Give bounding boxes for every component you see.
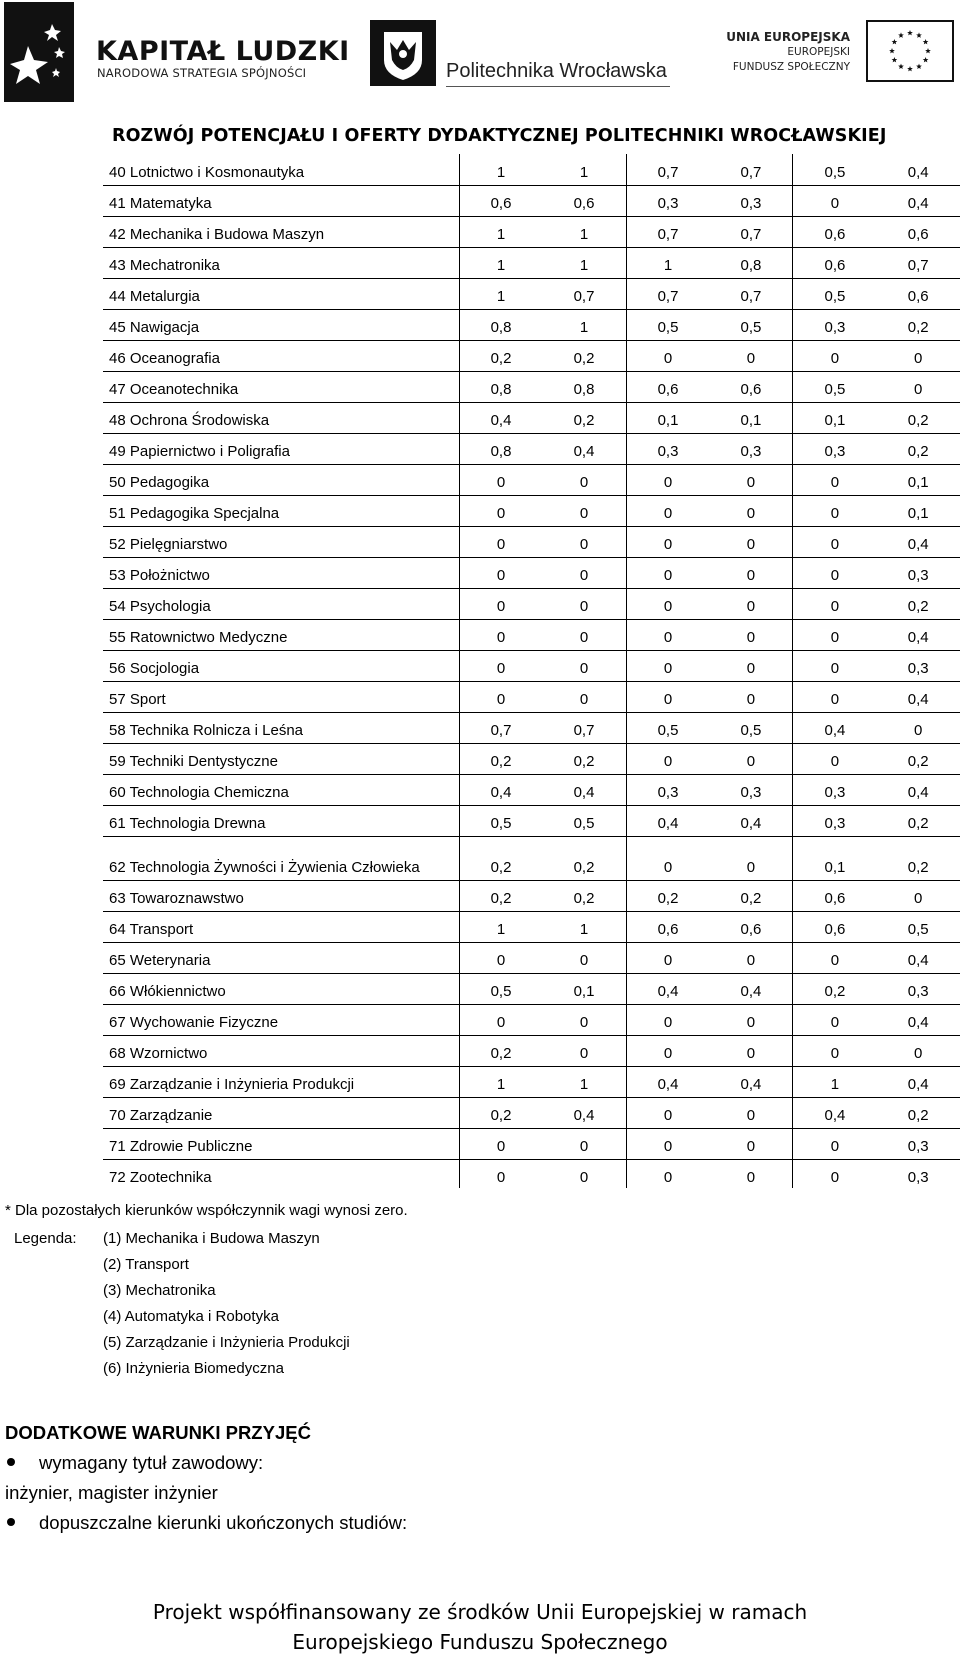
weight-cell: 0,5 (793, 278, 876, 309)
table-row (103, 942, 960, 973)
field-name-cell: 45 Nawigacja (103, 309, 459, 340)
table-row (103, 973, 960, 1004)
weight-cell: 0,6 (709, 371, 792, 402)
field-name-cell: 51 Pedagogika Specjalna (103, 495, 459, 526)
weight-cell: 0,3 (876, 1128, 960, 1159)
weight-cell: 0 (626, 464, 709, 495)
table-row (103, 309, 960, 340)
weight-cell: 0 (709, 526, 792, 557)
weight-cell: 0,2 (876, 1097, 960, 1128)
weight-cell: 0,3 (876, 973, 960, 1004)
weight-cell: 0 (876, 712, 960, 743)
weight-cell: 0,2 (876, 836, 960, 880)
university-crest-icon (370, 20, 436, 86)
bullet-text: dopuszczalne kierunki ukończonych studiów: (39, 1512, 408, 1533)
weight-cell: 0 (793, 1128, 876, 1159)
weight-cell: 0,3 (626, 433, 709, 464)
weight-cell: 0,4 (459, 402, 542, 433)
weight-cell: 0,2 (543, 836, 626, 880)
weight-cell: 0,3 (793, 309, 876, 340)
weight-cell: 0,3 (876, 557, 960, 588)
table-row (103, 340, 960, 371)
weight-cell: 0,3 (793, 805, 876, 836)
weight-cell: 0,7 (626, 216, 709, 247)
weight-cell: 0,1 (793, 836, 876, 880)
weight-cell: 0,2 (459, 340, 542, 371)
weight-cell: 0 (626, 526, 709, 557)
field-name-cell: 40 Lotnictwo i Kosmonautyka (109, 163, 305, 181)
weight-cell: 0 (709, 681, 792, 712)
table-row (103, 557, 960, 588)
university-name: Politechnika Wrocławska (446, 60, 667, 82)
weight-cell: 0,2 (626, 880, 709, 911)
weight-cell: 0 (459, 526, 542, 557)
weight-cell: 0 (709, 650, 792, 681)
table-row (103, 371, 960, 402)
weight-cell: 0,1 (709, 402, 792, 433)
weight-cell: 0,6 (709, 911, 792, 942)
weight-cell: 0 (459, 464, 542, 495)
field-name-cell: 59 Techniki Dentystyczne (103, 743, 459, 774)
weight-cell: 0 (793, 526, 876, 557)
field-name-cell: 64 Transport (103, 911, 459, 942)
weight-cell: 0,8 (459, 433, 542, 464)
bullet-icon (7, 1458, 15, 1466)
eu-text (700, 30, 850, 75)
field-name-cell: 57 Sport (103, 681, 459, 712)
weight-cell: 0,4 (543, 1097, 626, 1128)
weight-cell: 0,3 (709, 774, 792, 805)
weight-cell: 0,4 (876, 526, 960, 557)
weight-cell: 1 (543, 216, 626, 247)
weight-cell: 0,1 (876, 464, 960, 495)
degree-line: inżynier, magister inżynier (5, 1482, 218, 1503)
table-row (103, 911, 960, 942)
weight-cell: 0 (793, 743, 876, 774)
weight-cell: 0,2 (876, 588, 960, 619)
weight-cell: 0,3 (876, 1159, 960, 1188)
weight-cell: 0,4 (459, 774, 542, 805)
field-name-cell: 61 Technologia Drewna (103, 805, 459, 836)
table-row (103, 836, 960, 880)
weight-cell: 1 (579, 163, 589, 181)
weight-cell: 0,4 (709, 973, 792, 1004)
table-row (103, 526, 960, 557)
table-row (103, 880, 960, 911)
weight-cell: 0 (459, 650, 542, 681)
table-row (103, 774, 960, 805)
weight-cell: 1 (459, 247, 542, 278)
weight-cell: 0,6 (793, 247, 876, 278)
table-row (103, 1097, 960, 1128)
weight-cell: 0 (876, 1035, 960, 1066)
weight-cell: 0 (459, 588, 542, 619)
weight-cell: 0,2 (876, 402, 960, 433)
weight-cell: 1 (793, 1066, 876, 1097)
weight-cell: 0,4 (876, 942, 960, 973)
weight-cell: 0 (709, 495, 792, 526)
weight-cell: 0,5 (709, 712, 792, 743)
weight-cell: 0,5 (709, 309, 792, 340)
weight-cell: 0,2 (876, 743, 960, 774)
bullet-item (5, 1452, 263, 1474)
weight-cell: 0 (793, 650, 876, 681)
weight-cell: 0,6 (876, 278, 960, 309)
weight-cell: 0 (543, 1128, 626, 1159)
bullet-item (5, 1512, 407, 1534)
table-row (103, 1128, 960, 1159)
weight-cell: 0,8 (543, 371, 626, 402)
weight-cell: 0,3 (626, 185, 709, 216)
legend-item: (3) Mechatronika (103, 1282, 216, 1299)
weight-cell: 0,8 (459, 309, 542, 340)
field-name-cell: 58 Technika Rolnicza i Leśna (103, 712, 459, 743)
legend-item: (6) Inżynieria Biomedyczna (103, 1360, 284, 1377)
weight-cell: 0,2 (876, 805, 960, 836)
weight-cell: 0,7 (709, 216, 792, 247)
weight-cell: 0 (709, 1097, 792, 1128)
weight-cell: 1 (459, 278, 542, 309)
weight-cell: 1 (543, 247, 626, 278)
weight-cell: 0 (793, 495, 876, 526)
weight-cell: 0 (626, 619, 709, 650)
weight-cell: 0 (543, 650, 626, 681)
table-row (103, 712, 960, 743)
field-name-cell: 44 Metalurgia (103, 278, 459, 309)
weight-cell: 0 (793, 1159, 876, 1188)
weight-cell: 0,1 (543, 973, 626, 1004)
field-name-cell: 50 Pedagogika (103, 464, 459, 495)
weight-cell: 0 (543, 588, 626, 619)
table-row (103, 1066, 960, 1097)
table-row (103, 805, 960, 836)
field-name-cell: 43 Mechatronika (103, 247, 459, 278)
weight-cell: 0,4 (876, 1004, 960, 1035)
weight-cell: 0 (709, 743, 792, 774)
weight-cell: 0 (626, 681, 709, 712)
table-row (103, 433, 960, 464)
weight-cell: 1 (459, 1066, 542, 1097)
weight-cell: 1 (459, 216, 542, 247)
weight-cell: 0 (543, 1004, 626, 1035)
weight-cell: 0 (793, 942, 876, 973)
field-name-cell: 69 Zarządzanie i Inżynieria Produkcji (103, 1066, 459, 1097)
weight-cell: 0,5 (543, 805, 626, 836)
table-row (103, 1035, 960, 1066)
field-name-cell: 46 Oceanografia (103, 340, 459, 371)
eu-line3: FUNDUSZ SPOŁECZNY (732, 61, 850, 73)
weight-cell: 0,2 (459, 1035, 542, 1066)
weight-cell: 0,4 (626, 1066, 709, 1097)
weight-cell: 0 (709, 340, 792, 371)
weight-cell: 0 (543, 619, 626, 650)
eu-line1: UNIA EUROPEJSKA (726, 30, 850, 44)
weight-cell: 0,6 (459, 185, 542, 216)
bullet-icon (7, 1518, 15, 1526)
weight-cell: 0 (709, 1159, 792, 1188)
weight-cell: 0 (793, 588, 876, 619)
weight-cell: 0,5 (876, 911, 960, 942)
table-row (103, 247, 960, 278)
weight-cell: 0,2 (543, 880, 626, 911)
weight-cell: 0 (543, 942, 626, 973)
table-row (103, 464, 960, 495)
table-row (103, 619, 960, 650)
weight-cell: 0,7 (626, 154, 709, 185)
weight-cell: 0,4 (793, 712, 876, 743)
weight-cell: 0 (709, 1128, 792, 1159)
field-name-cell: 72 Zootechnika (103, 1159, 459, 1188)
weight-cell: 0 (626, 743, 709, 774)
weight-cell: 0,4 (793, 1097, 876, 1128)
weight-cell: 0 (459, 681, 542, 712)
section-heading: DODATKOWE WARUNKI PRZYJĘĆ (5, 1422, 311, 1443)
weight-cell: 0 (459, 1128, 542, 1159)
weight-cell: 0 (459, 1159, 542, 1188)
weight-cell: 0,5 (459, 805, 542, 836)
weight-cell: 1 (459, 154, 542, 185)
weight-cell: 0,7 (709, 278, 792, 309)
weight-cell: 0 (626, 1097, 709, 1128)
weight-cell: 0,5 (459, 973, 542, 1004)
kapital-ludzki-subtitle: NARODOWA STRATEGIA SPÓJNOŚCI (97, 66, 307, 80)
field-name-cell: 49 Papiernictwo i Poligrafia (103, 433, 459, 464)
weight-cell: 0,6 (543, 185, 626, 216)
weight-cell: 0,6 (626, 371, 709, 402)
field-name-cell: 55 Ratownictwo Medyczne (103, 619, 459, 650)
legend-item: (1) Mechanika i Budowa Maszyn (103, 1230, 320, 1247)
weight-cell: 0,2 (709, 880, 792, 911)
legend-item: (5) Zarządzanie i Inżynieria Produkcji (103, 1334, 350, 1351)
weight-cell: 1 (543, 911, 626, 942)
weight-cell: 0,4 (876, 619, 960, 650)
weight-cell: 0,7 (626, 278, 709, 309)
weight-cell: 0,2 (459, 880, 542, 911)
document-title: ROZWÓJ POTENCJAŁU I OFERTY DYDAKTYCZNEJ POLITECHNIKI WROCŁAWSKIEJ (112, 126, 887, 146)
table-row (103, 650, 960, 681)
field-name-cell: 70 Zarządzanie (103, 1097, 459, 1128)
weight-cell: 0,3 (876, 650, 960, 681)
table-row (103, 681, 960, 712)
weight-cell: 0,2 (543, 402, 626, 433)
table-row (103, 495, 960, 526)
weight-cell: 0,2 (876, 309, 960, 340)
weight-cell: 0,2 (793, 973, 876, 1004)
field-name-cell: 48 Ochrona Środowiska (103, 402, 459, 433)
weight-cell: 0 (626, 1004, 709, 1035)
weight-cell: 0 (793, 340, 876, 371)
weight-cell: 0,4 (709, 805, 792, 836)
table-row (103, 402, 960, 433)
weight-cell: 0,2 (543, 340, 626, 371)
weight-cell: 0,5 (626, 309, 709, 340)
weight-cell: 0,7 (740, 163, 762, 181)
weight-cell: 0,2 (459, 1097, 542, 1128)
field-name-cell: 52 Pielęgniarstwo (103, 526, 459, 557)
weight-cell: 0,3 (626, 774, 709, 805)
weight-cell: 0 (709, 1035, 792, 1066)
field-name-cell: 47 Oceanotechnika (103, 371, 459, 402)
table-row (103, 743, 960, 774)
weight-cell: 0,6 (626, 911, 709, 942)
field-name-cell: 66 Włókiennictwo (103, 973, 459, 1004)
table-row (103, 1159, 960, 1188)
field-name-cell: 71 Zdrowie Publiczne (103, 1128, 459, 1159)
weight-cell: 0 (459, 495, 542, 526)
weight-cell: 0 (626, 650, 709, 681)
weight-cell: 0 (876, 880, 960, 911)
field-name-cell: 62 Technologia Żywności i Żywienia Człowieka (103, 836, 459, 880)
weight-cell: 0,8 (459, 371, 542, 402)
weight-cell: 0 (709, 836, 792, 880)
weight-cell: 0 (709, 557, 792, 588)
weight-cell: 0,4 (626, 805, 709, 836)
university-underline (446, 86, 670, 87)
weight-cell: 0,4 (626, 973, 709, 1004)
eu-line2: EUROPEJSKI (787, 46, 850, 58)
weight-cell: 0 (459, 1004, 542, 1035)
weight-cell: 0,2 (459, 743, 542, 774)
weight-cell: 0,5 (626, 712, 709, 743)
table-row (103, 1004, 960, 1035)
field-name-cell: 60 Technologia Chemiczna (103, 774, 459, 805)
weight-cell: 0,6 (793, 880, 876, 911)
weight-cell: 0 (709, 1004, 792, 1035)
weight-cell: 0,7 (543, 712, 626, 743)
coefficient-table (103, 154, 960, 1188)
weight-cell: 0,7 (876, 247, 960, 278)
legend-item: (4) Automatyka i Robotyka (103, 1308, 279, 1325)
weight-cell: 0 (709, 619, 792, 650)
field-name-cell: 53 Położnictwo (103, 557, 459, 588)
field-name-cell: 54 Psychologia (103, 588, 459, 619)
field-name-cell: 41 Matematyka (103, 185, 459, 216)
field-name-cell: 68 Wzornictwo (103, 1035, 459, 1066)
table-note: * Dla pozostałych kierunków współczynnik wagi wynosi zero. (5, 1202, 408, 1219)
weight-cell: 0,4 (876, 774, 960, 805)
weight-cell: 0 (543, 681, 626, 712)
weight-cell: 0 (876, 340, 960, 371)
weight-cell: 0,4 (907, 163, 929, 181)
footer-line: Projekt współfinansowany ze środków Unii Europejskiej w ramach (152, 1600, 808, 1624)
weight-cell: 0,5 (793, 371, 876, 402)
weight-cell: 0,6 (793, 911, 876, 942)
weight-cell: 0 (626, 557, 709, 588)
weight-cell: 0 (543, 1035, 626, 1066)
weight-cell: 0 (709, 942, 792, 973)
eu-flag-icon (866, 20, 954, 82)
weight-cell: 0,2 (543, 743, 626, 774)
weight-cell: 0,3 (709, 185, 792, 216)
field-name-cell: 42 Mechanika i Budowa Maszyn (103, 216, 459, 247)
weight-cell: 0 (709, 588, 792, 619)
kapital-ludzki-logo (4, 2, 74, 102)
weight-cell: 0,3 (793, 774, 876, 805)
table-row (103, 185, 960, 216)
weight-cell: 0 (459, 557, 542, 588)
weight-cell: 0 (459, 942, 542, 973)
bullet-text: wymagany tytuł zawodowy: (39, 1452, 264, 1473)
weight-cell: 0,7 (459, 712, 542, 743)
weight-cell: 0 (626, 1035, 709, 1066)
weight-cell: 0,6 (793, 216, 876, 247)
page-footer (0, 1597, 960, 1657)
weight-cell: 0,3 (793, 433, 876, 464)
footer-line: Europejskiego Funduszu Społecznego (292, 1630, 668, 1654)
kapital-ludzki-title: KAPITAŁ LUDZKI (96, 36, 350, 67)
weight-cell: 0 (543, 495, 626, 526)
field-name-cell: 63 Towaroznawstwo (103, 880, 459, 911)
table-row (103, 216, 960, 247)
weight-cell: 1 (543, 1066, 626, 1097)
weight-cell: 0,1 (793, 402, 876, 433)
weight-cell: 0,4 (876, 1066, 960, 1097)
weight-cell: 0 (626, 340, 709, 371)
weight-cell: 0,3 (709, 433, 792, 464)
weight-cell: 0 (709, 464, 792, 495)
table-row (103, 278, 960, 309)
weight-cell: 0,4 (543, 774, 626, 805)
weight-cell: 0,4 (876, 681, 960, 712)
weight-cell: 0 (459, 619, 542, 650)
weight-cell: 0 (793, 464, 876, 495)
weight-cell: 1 (543, 309, 626, 340)
legend-item: (2) Transport (103, 1256, 189, 1273)
weight-cell: 0,2 (459, 836, 542, 880)
weight-cell: 0 (793, 1035, 876, 1066)
weight-cell: 0,4 (709, 1066, 792, 1097)
field-name-cell: 65 Weterynaria (103, 942, 459, 973)
weight-cell: 0 (543, 1159, 626, 1188)
field-name-cell: 67 Wychowanie Fizyczne (103, 1004, 459, 1035)
field-name-cell: 56 Socjologia (103, 650, 459, 681)
page-header (0, 0, 960, 104)
weight-cell: 0 (626, 1128, 709, 1159)
legend-label: Legenda: (14, 1230, 77, 1247)
weight-cell: 1 (626, 247, 709, 278)
weight-cell: 0 (626, 588, 709, 619)
weight-cell: 0 (793, 557, 876, 588)
weight-cell: 1 (459, 911, 542, 942)
weight-cell: 0 (626, 942, 709, 973)
weight-cell: 0,7 (543, 278, 626, 309)
weight-cell: 0 (793, 619, 876, 650)
weight-cell: 0 (793, 1004, 876, 1035)
weight-cell: 0 (793, 681, 876, 712)
weight-cell: 0 (626, 1159, 709, 1188)
weight-cell: 0 (876, 371, 960, 402)
weight-cell: 0 (626, 495, 709, 526)
weight-cell: 0 (543, 557, 626, 588)
weight-cell: 0 (543, 526, 626, 557)
weight-cell: 0,4 (876, 185, 960, 216)
weight-cell: 0,2 (876, 433, 960, 464)
weight-cell: 0,4 (543, 433, 626, 464)
weight-cell: 0,6 (876, 216, 960, 247)
weight-cell: 0 (626, 836, 709, 880)
table-row (103, 588, 960, 619)
table-row (103, 154, 960, 185)
weight-cell: 0,1 (876, 495, 960, 526)
weight-cell: 0 (793, 185, 876, 216)
weight-cell: 0 (543, 464, 626, 495)
weight-cell: 0,8 (709, 247, 792, 278)
weight-cell: 0,5 (793, 154, 876, 185)
weight-cell: 0,1 (626, 402, 709, 433)
